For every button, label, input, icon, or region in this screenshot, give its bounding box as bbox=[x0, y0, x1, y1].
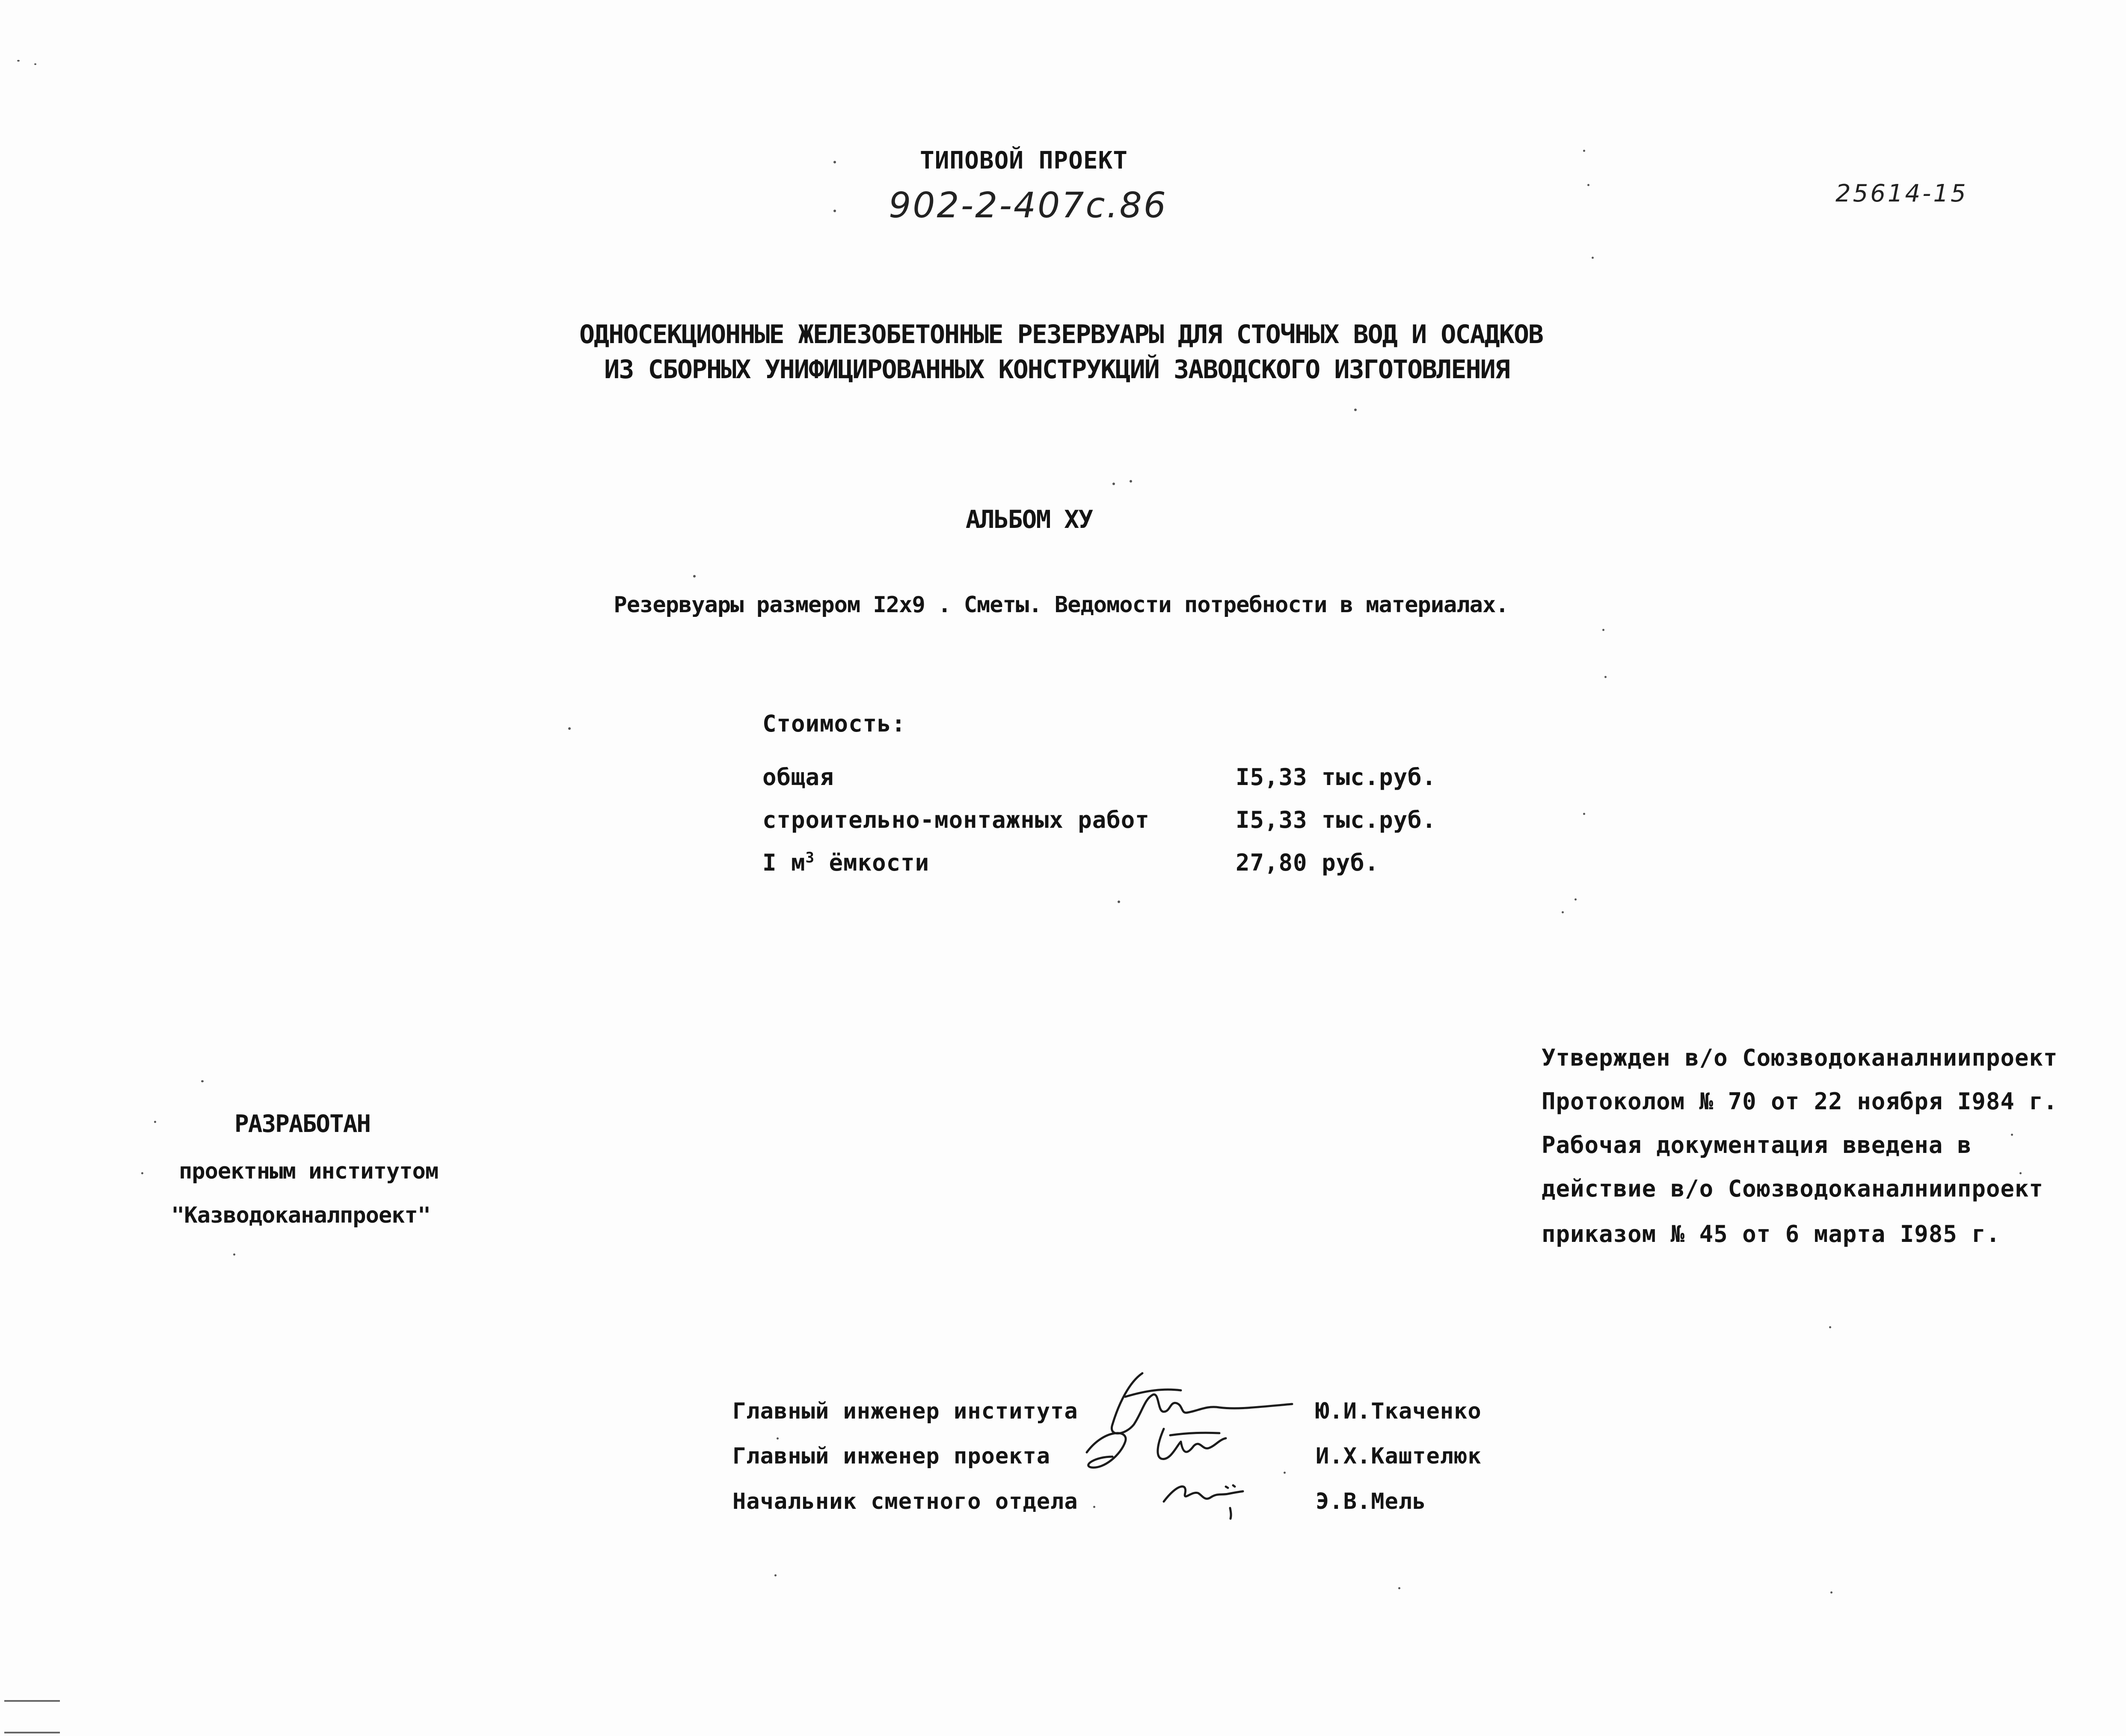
album-label: АЛЬБОМ ХУ bbox=[965, 505, 1093, 534]
project-number: 902-2-407с.86 bbox=[889, 185, 1168, 226]
scan-speck bbox=[1093, 1506, 1095, 1508]
approval-line-2: Протоколом № 70 от 22 ноября I984 г. bbox=[1542, 1088, 2058, 1115]
signature-role-2: Главный инженер проекта bbox=[732, 1443, 1051, 1469]
scan-speck bbox=[1130, 480, 1132, 483]
scan-speck bbox=[1592, 257, 1594, 259]
cost-per-m3-label-sup: 3 bbox=[805, 849, 815, 866]
scan-speck bbox=[774, 1574, 777, 1576]
scan-speck bbox=[1587, 184, 1589, 186]
cost-per-m3-label bbox=[762, 851, 929, 874]
scan-speck bbox=[1602, 629, 1604, 631]
approval-line-4: действие в/о Союзводоканалниипроект bbox=[1542, 1175, 2043, 1202]
approval-line-5: приказом № 45 от 6 марта I985 г. bbox=[1542, 1221, 2001, 1247]
developer-line-2: "Казводоканалпроект" bbox=[171, 1203, 431, 1228]
scan-speck bbox=[201, 1080, 204, 1082]
scan-speck bbox=[1604, 676, 1607, 678]
scan-speck bbox=[1354, 409, 1357, 411]
signature-mark-2 bbox=[1087, 1433, 1126, 1468]
scan-speck bbox=[1118, 901, 1120, 903]
scan-speck bbox=[833, 210, 836, 212]
document-title-line-2: ИЗ СБОРНЫХ УНИФИЦИРОВАННЫХ КОНСТРУКЦИЙ ЗАВОДСКОГО ИЗГОТОВЛЕНИЯ bbox=[604, 355, 1509, 385]
scan-speck bbox=[833, 161, 836, 163]
scan-speck bbox=[1112, 483, 1115, 485]
cost-construction-label: строительно-монтажных работ bbox=[762, 806, 1150, 833]
scan-speck bbox=[1583, 150, 1585, 152]
scan-speck bbox=[1562, 911, 1564, 913]
scan-speck bbox=[233, 1253, 235, 1256]
scan-speck bbox=[1398, 1587, 1400, 1589]
signature-name-3: Э.В.Мель bbox=[1316, 1489, 1426, 1514]
cost-heading: Стоимость: bbox=[762, 710, 906, 737]
cost-construction-value: I5,33 тыс.руб. bbox=[1236, 806, 1437, 833]
signature-name-1: Ю.И.Ткаченко bbox=[1316, 1398, 1482, 1424]
scan-speck bbox=[154, 1121, 156, 1123]
document-title-line-1: ОДНОСЕКЦИОННЫЕ ЖЕЛЕЗОБЕТОННЫЕ РЕЗЕРВУАРЫ ДЛЯ СТОЧНЫХ ВОД И ОСАДКОВ bbox=[579, 320, 1543, 350]
cost-per-m3-label-main: I м bbox=[762, 849, 806, 876]
scan-speck bbox=[693, 575, 696, 578]
scan-edge-mark bbox=[4, 1700, 60, 1702]
handwritten-signatures bbox=[1078, 1365, 1301, 1527]
scan-speck bbox=[1284, 1472, 1286, 1474]
album-subtitle: Резервуары размером I2х9 . Сметы. Ведомости потребности в материалах. bbox=[614, 592, 1509, 618]
scan-edge-mark bbox=[4, 1732, 60, 1733]
signature-mark-3 bbox=[1164, 1487, 1243, 1502]
scan-speck bbox=[2011, 1134, 2013, 1136]
cost-per-m3-label-rest: ёмкости bbox=[815, 849, 930, 876]
approval-line-3: Рабочая документация введена в bbox=[1542, 1132, 1972, 1158]
signature-role-3: Начальник сметного отдела bbox=[732, 1489, 1078, 1514]
approval-line-1: Утвержден в/о Союзводоканалниипроект bbox=[1542, 1044, 2058, 1071]
signature-mark-1 bbox=[1112, 1373, 1292, 1434]
cost-per-m3-value: 27,80 руб. bbox=[1236, 849, 1379, 876]
scan-speck bbox=[2019, 1172, 2022, 1174]
scan-speck bbox=[568, 727, 571, 730]
scan-speck bbox=[777, 1437, 779, 1440]
cost-total-label: общая bbox=[762, 764, 834, 791]
developer-line-1: проектным институтом bbox=[179, 1158, 439, 1184]
archive-number: 25614-15 bbox=[1835, 180, 1968, 207]
project-kind-label: ТИПОВОЙ ПРОЕКТ bbox=[919, 147, 1128, 175]
scan-speck bbox=[17, 60, 20, 62]
scan-speck bbox=[1830, 1591, 1832, 1594]
scan-speck bbox=[1829, 1326, 1831, 1328]
signature-role-1: Главный инженер института bbox=[732, 1398, 1078, 1424]
scan-speck bbox=[1574, 898, 1577, 901]
scan-speck bbox=[141, 1172, 143, 1174]
cost-total-value: I5,33 тыс.руб. bbox=[1236, 764, 1437, 791]
signature-name-2: И.Х.Каштелюк bbox=[1316, 1443, 1482, 1469]
developer-heading: РАЗРАБОТАН bbox=[234, 1110, 371, 1138]
scan-speck bbox=[1583, 813, 1585, 815]
scan-speck bbox=[34, 63, 36, 65]
